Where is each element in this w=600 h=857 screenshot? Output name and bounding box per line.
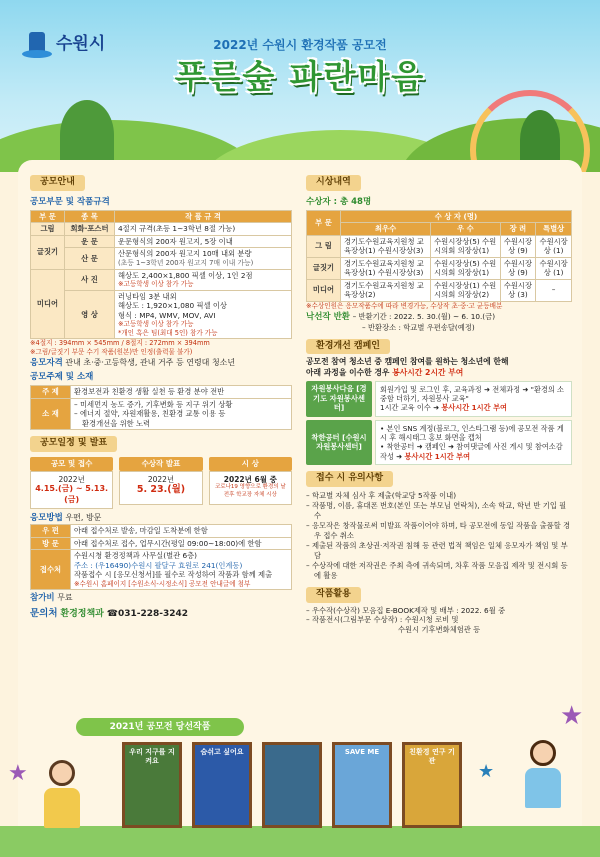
- method-table: 우 편 아래 접수처로 발송, 마감일 도착분에 한함 방 문 아래 접수처로 접수, 업무시간(평일 09:00~18:00)에 한함 접수처 수원시청 환경정책과 사무실(별관 6층) 주소 : (우16490)수원시 팔달구 효원로 241(인계동) 작품접수 시 [응모신청서]를 필수로 작성하여 작품과 함께 제출 ※수원시 홈페이지 [수원소식-시정소식] 공모전 안내글에 첨부: [30, 524, 292, 590]
- spec-cell: 운문형식의 200자 원고지, 5장 이내: [115, 235, 292, 247]
- col-header: 작 품 규 격: [115, 210, 292, 222]
- spec-cell: 해상도 2,400×1,800 픽셀 이상, 1인 2점 ※고등학생 이상 참가 가능: [115, 269, 292, 290]
- original-note: ※그림/글짓기 부문 수기 작품(원본)만 인정(출력물 불가): [30, 347, 193, 356]
- winning-poster[interactable]: 숨쉬고 싶어요: [192, 742, 252, 828]
- section-heading-cautions: 접수 시 유의사항: [306, 471, 393, 487]
- contest-subtitle: 2022년 수원시 환경작품 공모전: [213, 38, 387, 52]
- contact-heading: 문의처: [30, 608, 58, 620]
- winning-poster[interactable]: 친환경 연구 기관: [402, 742, 462, 828]
- fee-text: 무료: [57, 593, 73, 603]
- contest-title: 푸른숲 파란마음: [174, 57, 426, 96]
- contact-dept: 환경정책과: [60, 609, 104, 620]
- section-heading-awards: 시상내역: [306, 175, 361, 191]
- material-value: – 미세먼지 농도 증가, 기후변화 등 지구 위기 상황 – 에너지 절약, 자원재활용, 친환경 교통 이용 등 환경개선을 위한 노력: [71, 398, 292, 429]
- list-item: – 작품명, 이름, 휴대폰 번호(본인 또는 부모님 연락처), 소속 학교, 학년 반 기입 필수: [306, 501, 567, 520]
- qualification-heading: 응모자격: [30, 358, 63, 369]
- item-cell: 사 진: [65, 269, 115, 290]
- theme-table: [30, 385, 292, 430]
- schedule-step: 시 상 2022년 6월 중 코로나19 영향으로 환경의 날 전후 학교장 자체 시상: [209, 457, 292, 509]
- category-cell: 미디어: [31, 269, 65, 339]
- categories-table: [30, 210, 292, 339]
- section-heading-use: 작품활용: [306, 587, 361, 603]
- spec-cell: 4절지 규격(초등 1~3학년 8절 가능): [115, 223, 292, 235]
- item-cell: 영 상: [65, 290, 115, 339]
- spec-cell: 산문형식의 200자 원고지 10매 내외 분량 (초등 1~3학년 200자 원고지 7매 이내 가능): [115, 248, 292, 269]
- col-header: 종 목: [65, 210, 115, 222]
- qualification-text: 관내 초·중·고등학생, 관내 거주 등 연령대 청소년: [65, 358, 236, 368]
- left-column: [30, 172, 292, 621]
- winners-banner: 2021년 공모전 당선작품: [76, 718, 244, 736]
- star-icon: ★: [8, 761, 28, 786]
- theme-value: 환경보전과 친환경 생활 실천 등 환경 분야 전반: [71, 386, 292, 398]
- campaign-intro: 공모전 참여 청소년 중 캠페인 참여를 원하는 청소년에 한해 아래 과정을 이수한 경우 봉사시간 2시간 부여: [306, 357, 509, 377]
- size-note: ※4절지 : 394mm × 545mm / 8절지 : 272mm × 394mm: [30, 339, 210, 348]
- list-item: – 학교별 자체 심사 후 제출(학교당 5작품 이내): [306, 490, 457, 500]
- method-heading: 응모방법: [30, 513, 63, 524]
- winning-poster[interactable]: [262, 742, 322, 828]
- spec-cell: 러닝타임 3분 내외 해상도 : 1,920×1,080 픽셀 이상 형식 : MP4, WMV, MOV, AVI ※고등학생 이상 참가 가능 *개인 혹은 팀(최대 5인) 참가 가능: [115, 290, 292, 339]
- child-artist-icon: [520, 740, 566, 830]
- awards-table: 부 문 수 상 자 (명) 최우수 우 수 장 려 특별상 그 림 경기도수원교육지원청 교육장상(1) 수원시장상(3) 수원시장상(5) 수원시의회 의장상(1) 수원시장상 (9) 수원시장상 (1) 글짓기 경기도수원교육지원청 교육장상(1) 수원시장상(3) 수원시장상(5) 수원시의회 의장상(1) 수원시장상 (9) 수원시장상 (1) 미디어 경기도수원교육지원청 교육장상(2) 수원시장상(1) 수원시의회 의장상(2) 수원시장상 (3) –: [306, 210, 572, 302]
- list-item: – 응모작은 창작물로써 미발표 작품이어야 하며, 타 공모전에 동일 작품을 출품할 경우 접수 취소: [306, 521, 571, 540]
- schedule-step: 수상작 발표 2022년 5. 23.(월): [119, 457, 202, 509]
- material-key: 소 재: [31, 398, 71, 429]
- campaign-option: 착한공터 [수원시 자원봉사센터] • 본인 SNS 계정(블로그, 인스타그램 등)에 공모전 작품 게시 후 해시태그 홍보 화면을 캡처 • 착한공터 ➜ 캠페인 ➜ 참여댓글에 사진 게시 및 참여소감 작성 ➜ 봉사시간 1시간 부여: [306, 420, 572, 465]
- star-icon: ★: [478, 761, 495, 782]
- section-heading-schedule: 공모일정 및 발표: [30, 436, 117, 452]
- categories-heading: 공모부문 및 작품규격: [30, 196, 110, 207]
- winning-poster[interactable]: SAVE ME: [332, 742, 392, 828]
- theme-key: 주 제: [31, 386, 71, 398]
- schedule-row: [30, 457, 292, 509]
- winners-count: 수상자 : 총 48명: [306, 196, 372, 207]
- item-cell: 운 문: [65, 235, 115, 247]
- city-name: 수원시: [56, 33, 106, 54]
- list-item: – 수상작에 대한 저작권은 주최 측에 귀속되며, 차후 작품 모음집 제작 및 전시회 등에 활용: [306, 561, 568, 580]
- campaign-option: 자원봉사다음 [경기도 자원봉사센터] 회원가입 및 로그인 후, 교육과정 ➜ 전체과정 ➜ "환경의 소중함 더하기, 자원봉사 교육" 1시간 교육 이수 ➜ 봉사시간 1시간 부여: [306, 381, 572, 417]
- category-cell: 그림: [31, 223, 65, 235]
- schedule-step: 공모 및 접수 2022년 4.15.(금) ~ 5.13.(금): [30, 457, 113, 509]
- item-cell: 산 문: [65, 248, 115, 269]
- right-column: 시상내역 수상자 : 총 48명 부 문 수 상 자 (명) 최우수 우 수 장 려 특별상 그 림 경기도수원교육지원청 교육장상(1) 수원시장상(3) 수원시장상(5) 수원시의회 의장상(1) 수원시장상 (9) 수원시장상 (1) 글짓기 경기도수원교육지원청 교육장상(1) 수원시장상(3) 수원시장상(5) 수원시의회 의장상(1) 수원시장상 (9) 수원시장상 (1) 미디어 경기도수원교육지원청 교육장상(2) 수원시장상(1) 수원시의회 의장상(2) 수원시장상 (3) – ※수상인원은 응모작품수에 따라 변경가능, 수상작 초·중·고 균등배분 낙선작 반환 – 반환기간 : 2022. 5. 30.(월) ~ 6. 10.(금) – 반환장소 : 학교별 우편송달(예정) 환경개선 캠페인 공모전 참여 청소년 중 캠페인 참여를 원하는 청소년에 한해 아래 과정을 이수한 경우 봉사시간 2시간 부여 자원봉사다음 [경기도 자원봉사센터] 회원가입 및 로그인 후, 교육과정 ➜ 전체과정 ➜ "환경의 소중함 더하기, 자원봉사 교육" 1시간 교육 이수 ➜ 봉사시간 1시간 부여 착한공터 [수원시 자원봉사센터] • 본인 SNS 계정(블로그, 인스타그램 등)에 공모전 작품 게시 후 해시태그 홍보 화면을 캡처 • 착한공터 ➜ 캠페인 ➜ 참여댓글에 사진 게시 및 참여소감 작성 ➜ 봉사시간 1시간 부여 접수 시 유의사항 – 학교별 자체 심사 후 제출(학교당 5작품 이내) – 작품명, 이름, 휴대폰 번호(본인 또는 부모님 연락처), 소속 학교, 학년 반 기입 필수 – 응모작은 창작물로써 미발표 작품이어야 하며, 타 공모전에 동일 작품을 출품할 경우 접수 취소 – 제출된 작품의 초상권·저작권 침해 등 관련 법적 책임은 일체 응모자가 책임 및 부담 – 수상작에 대한 저작권은 주최 측에 귀속되며, 차후 작품 모음집 제작 및 전시회 등에 활용 작품활용 – 우수작(수상작) 모음집 E-BOOK제작 및 배부 : 2022. 6월 중 – 작품전시(그림부문 수상작) : 수원시청 로비 및 수원시 기후변화체험관 등: [306, 177, 571, 634]
- list-item: – 제출된 작품의 초상권·저작권 침해 등 관련 법적 책임은 일체 응모자가 책임 및 부담: [306, 541, 568, 560]
- item-cell: 회화·포스터: [65, 223, 115, 235]
- address-cell: 수원시청 환경정책과 사무실(별관 6층) 주소 : (우16490)수원시 팔달구 효원로 241(인계동) 작품접수 시 [응모신청서]를 필수로 작성하여 작품과 함께 제출 ※수원시 홈페이지 [수원소식-시정소식] 공모전 안내글에 첨부: [71, 550, 292, 590]
- winning-poster[interactable]: 우리 지구를 지켜요: [122, 742, 182, 828]
- category-cell: 글짓기: [31, 235, 65, 269]
- child-painter-icon: [40, 760, 84, 840]
- col-header: 부 문: [31, 210, 65, 222]
- contact-phone[interactable]: ☎031-228-3242: [106, 609, 189, 620]
- return-heading: 낙선작 반환: [306, 312, 351, 323]
- cautions-list: [306, 491, 572, 580]
- awards-note: ※수상인원은 응모작품수에 따라 변경가능, 수상작 초·중·고 균등배분: [306, 301, 503, 310]
- section-heading-overview: 공모안내: [30, 175, 85, 191]
- fee-heading: 참가비: [30, 593, 55, 604]
- star-icon: ★: [560, 701, 584, 731]
- method-text: 우편, 방문: [65, 513, 102, 523]
- section-heading-campaign: 환경개선 캠페인: [306, 339, 390, 355]
- theme-heading: 공모주제 및 소재: [30, 372, 94, 383]
- ground-illustration: [0, 826, 600, 857]
